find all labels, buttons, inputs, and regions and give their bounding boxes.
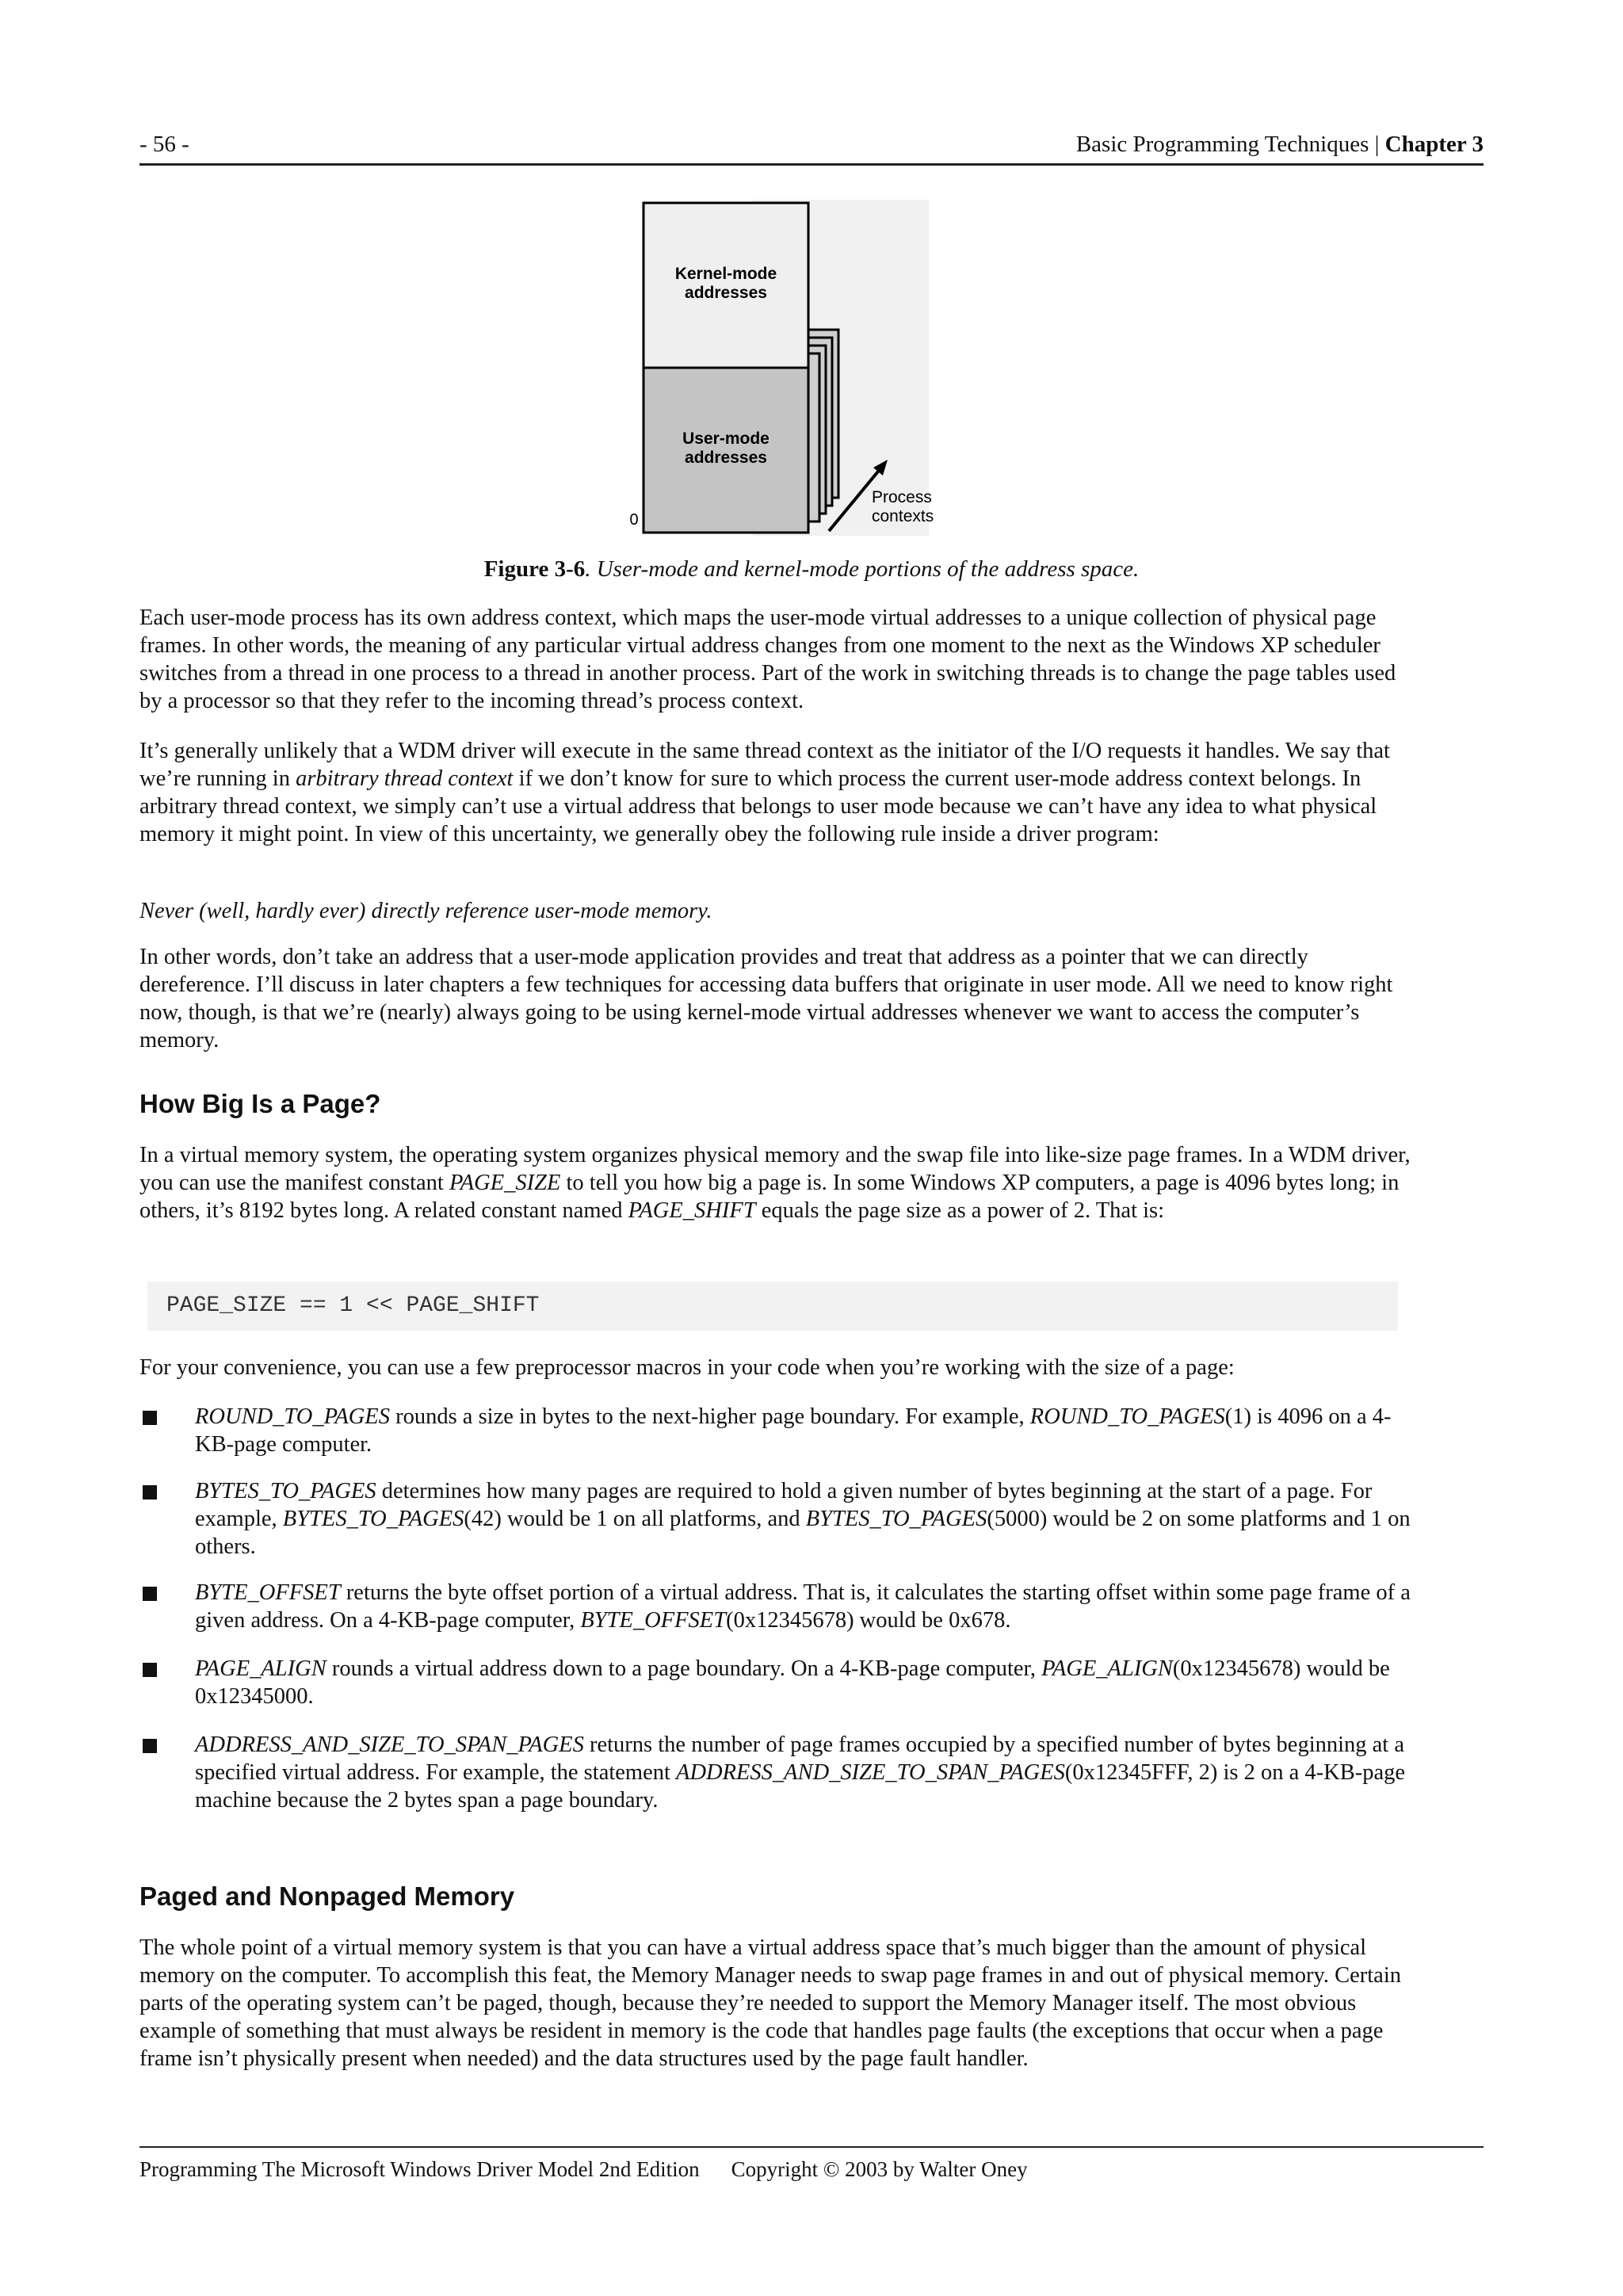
macro-name: ROUND_TO_PAGES [195, 1404, 390, 1429]
list-item-text [195, 1403, 1411, 1458]
page-footer [139, 2157, 1028, 2182]
paragraph-text: It’s generally unlikely that a WDM driver will execute in the same thread context as the initiator of the I/O requests it handles. We say that we’re running in [139, 739, 1390, 791]
constant-name: PAGE_SHIFT [628, 1198, 756, 1223]
list-item [139, 1477, 1411, 1561]
list-text: (0x12345FFF, 2) is 2 on a 4-KB-page machine because the 2 bytes span a page boundary. [195, 1760, 1406, 1813]
list-text: returns the byte offset portion of a virtual address. That is, it calculates the starting offset within some page frame of a given address. On a 4-KB-page computer, [195, 1580, 1411, 1633]
list-text: (0x12345678) would be 0x12345000. [195, 1656, 1390, 1709]
section-heading-page-size: How Big Is a Page? [139, 1089, 381, 1118]
address-space-diagram [626, 200, 943, 536]
code-line: PAGE_SIZE == 1 << PAGE_SHIFT [166, 1293, 540, 1318]
list-item-text [195, 1655, 1411, 1710]
user-label-line1: User-mode [682, 430, 769, 448]
list-text: (1) is 4096 on a 4-KB-page computer. [195, 1404, 1392, 1457]
rule-text: Never (well, hardly ever) directly reference user-mode memory. [139, 899, 712, 923]
macro-name: PAGE_ALIGN [1041, 1656, 1173, 1681]
page-header [139, 132, 1484, 166]
macro-name: BYTES_TO_PAGES [805, 1507, 987, 1531]
list-text: determines how many pages are required to hold a given number of bytes beginning at the start of a page. For example, [195, 1479, 1373, 1531]
list-item-text [195, 1579, 1411, 1634]
copyright: Copyright © 2003 by Walter Oney [731, 2157, 1028, 2181]
macro-name: BYTES_TO_PAGES [282, 1507, 464, 1531]
list-text: rounds a virtual address down to a page boundary. On a 4-KB-page computer, [326, 1656, 1042, 1681]
list-item [139, 1403, 1411, 1458]
list-text: returns the number of page frames occupied by a specified number of bytes beginning at a specified virtual address. For example, the statement [195, 1733, 1405, 1785]
macro-name: ADDRESS_AND_SIZE_TO_SPAN_PAGES [676, 1760, 1065, 1785]
paragraph-text: to tell you how big a page is. In some Windows XP computers, a page is 4096 bytes long; in others, it’s 8192 bytes long. A related constant named [139, 1171, 1400, 1223]
kernel-label-line2: addresses [685, 284, 767, 302]
bullet-icon [143, 1663, 157, 1677]
list-item [139, 1579, 1411, 1634]
running-title [1076, 132, 1484, 158]
process-label-line2: contexts [872, 507, 934, 525]
list-item [139, 1731, 1411, 1814]
zero-label: 0 [629, 511, 639, 529]
paragraph-macros-intro: For your convenience, you can use a few preprocessor macros in your code when you’re working with the size of a page: [139, 1355, 1235, 1380]
macro-name: BYTE_OFFSET [580, 1608, 727, 1633]
chapter-title: Chapter 3 [1384, 132, 1484, 157]
list-text: (0x12345678) would be 0x678. [726, 1608, 1011, 1633]
list-item-text [195, 1731, 1411, 1814]
book-title: Programming The Microsoft Windows Driver Model 2nd Edition [139, 2157, 700, 2181]
bullet-icon [143, 1485, 157, 1499]
caption-text: . User-mode and kernel-mode portions of the address space. [585, 556, 1140, 582]
rule-statement [139, 897, 1411, 925]
page-number: - 56 - [139, 132, 189, 157]
list-text: rounds a size in bytes to the next-higher page boundary. For example, [389, 1404, 1030, 1429]
paragraph-page-size [139, 1141, 1411, 1224]
paragraph-kernel-addresses: In other words, don’t take an address that a user-mode application provides and treat that address as a pointer that we can directly dereference. I’ll discuss in later chapters a few techniques for accessing data buffers that originate in user mode. All we need to know right now, though, is that we’re (nearly) always going to be using kernel-mode virtual addresses whenever we want to access the computer’s memory. [139, 945, 1393, 1052]
macro-name: BYTE_OFFSET [195, 1580, 341, 1605]
macro-name: ADDRESS_AND_SIZE_TO_SPAN_PAGES [195, 1733, 584, 1757]
paragraph-text: In a virtual memory system, the operating system organizes physical memory and the swap file into like-size page frames. In a WDM driver, you can use the manifest constant [139, 1143, 1411, 1195]
emphasis-term: arbitrary thread context [296, 766, 514, 791]
caption-number: Figure 3-6 [483, 556, 586, 582]
user-label-line2: addresses [685, 449, 767, 467]
paragraph-text: equals the page size as a power of 2. That is: [755, 1198, 1165, 1223]
list-item-text [195, 1477, 1411, 1561]
bullet-icon [143, 1411, 157, 1425]
macro-name: ROUND_TO_PAGES [1029, 1404, 1225, 1429]
section-heading-paged-memory: Paged and Nonpaged Memory [139, 1881, 515, 1911]
code-block [147, 1282, 1398, 1331]
paragraph-thread-context [139, 737, 1411, 848]
figure-address-space [626, 200, 943, 536]
process-label-line1: Process [872, 488, 932, 506]
list-text: (42) would be 1 on all platforms, and [464, 1507, 806, 1531]
constant-name: PAGE_SIZE [449, 1171, 561, 1195]
footer-rule [139, 2146, 1484, 2148]
paragraph-paged-memory: The whole point of a virtual memory system is that you can have a virtual address space that’s much bigger than the amount of physical memory on the computer. To accomplish this feat, the Memory Manager needs to swap page frames in and out of physical memory. Certain parts of the operating system can’t be paged, though, because they’re needed to support the Memory Manager itself. The most obvious example of something that must always be resident in memory is the code that handles page faults (the exceptions that occur when a page frame isn’t physically present when needed) and the data structures used by the page fault handler. [139, 1935, 1401, 2071]
kernel-label-line1: Kernel-mode [674, 265, 777, 283]
section-title: Basic Programming Techniques | [1075, 132, 1385, 157]
macro-name: BYTES_TO_PAGES [195, 1479, 376, 1503]
macro-name: PAGE_ALIGN [195, 1656, 327, 1681]
paragraph-address-context: Each user-mode process has its own address context, which maps the user-mode virtual addresses to a unique collection of physical page frames. In other words, the meaning of any particular virtual address changes from one moment to the next as the Windows XP scheduler switches from a thread in one process to a thread in another process. Part of the work in switching threads is to change the page tables used by a processor so that they refer to the incoming thread’s process context. [139, 606, 1396, 713]
paragraph-text: if we don’t know for sure to which process the current user-mode address context belongs. In arbitrary thread context, we simply can’t use a virtual address that belongs to user mode because we can’t have any idea to what physical memory it might point. In view of this uncertainty, we generally obey the following rule inside a driver program: [139, 766, 1377, 846]
list-item [139, 1655, 1411, 1710]
bullet-icon [143, 1739, 157, 1753]
bullet-icon [143, 1587, 157, 1601]
figure-caption [139, 556, 1484, 583]
list-text: (5000) would be 2 on some platforms and 1 on others. [195, 1507, 1411, 1559]
